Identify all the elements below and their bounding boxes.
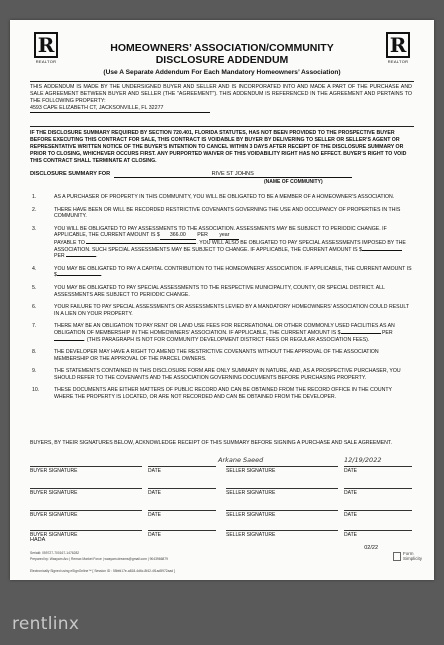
seller-signature-line: SELLER SIGNATURE (226, 466, 338, 474)
buyer-date-line: DATE (148, 530, 216, 538)
footer-esign: Electronically Signed using eSignOnline™ [ Session ID : 55bfd17e-a818-4d6c-8f42-4f1ad5972aad ] (30, 569, 175, 573)
seller-signature-line: SELLER SIGNATURE (226, 488, 338, 496)
capital-contribution-field (57, 275, 101, 276)
seller-date-handwritten: 12/19/2022 (344, 456, 382, 464)
seller-signature-handwritten: Arkane Saeed (218, 456, 264, 464)
buyer-signature-line: BUYER SIGNATURE (30, 510, 142, 518)
acknowledgement-text: BUYERS, BY THEIR SIGNATURES BELOW, ACKNOWLEDGE RECEIPT OF THIS SUMMARY BEFORE SIGNING A PURCHASE AND SALE AGREEMENT. (30, 440, 392, 446)
list-item: 4. YOU MAY BE OBLIGATED TO PAY A CAPITAL CONTRIBUTION TO THE HOMEOWNERS’ ASSOCIATION. IF APPLICABLE, THE CURRENT AMOUNT IS $ . (32, 265, 412, 279)
realtor-logo-right (386, 32, 410, 64)
list-item: 8. THE DEVELOPER MAY HAVE A RIGHT TO AMEND THE RESTRICTIVE COVENANTS WITHOUT THE APPROVAL OF THE ASSOCIATION MEMBERSHIP OR THE APPROVAL OF THE PARCEL OWNERS. (32, 349, 379, 362)
realtor-caption: REALTOR (387, 59, 409, 64)
rent-amount-field (341, 333, 381, 334)
seller-date-line: DATE (344, 466, 412, 474)
footer-serial: Serial#: 059727-700167-1476282 (30, 551, 80, 555)
divider (30, 81, 414, 82)
page-number: 02/22 (364, 545, 378, 551)
signature-row (30, 466, 412, 476)
realtor-caption: REALTOR (35, 59, 57, 64)
document-title (70, 42, 374, 66)
list-item: 9. THE STATEMENTS CONTAINED IN THIS DISCLOSURE FORM ARE ONLY SUMMARY IN NATURE, AND, AS A PROSPECTIVE PURCHASER, YOU SHOULD REFER TO THE COVENANTS AND THE ASSOCIATION GOVERNING DOCUMENTS BEFORE PURCHASING PROPERTY. (32, 368, 401, 381)
title-line-2: DISCLOSURE ADDENDUM (155, 54, 289, 66)
seller-date-line: DATE (344, 488, 412, 496)
list-item: 1. AS A PURCHASER OF PROPERTY IN THIS COMMUNITY, YOU WILL BE OBLIGATED TO BE A MEMBER OF A HOMEOWNER’S ASSOCIATION. (32, 194, 395, 200)
list-item: 5. YOU MAY BE OBLIGATED TO PAY SPECIAL ASSESSMENTS TO THE RESPECTIVE MUNICIPALITY, COUNTY, OR SPECIAL DISTRICT. ALL ASSESSMENTS ARE SUBJECT TO PERIODIC CHANGE. (32, 284, 385, 298)
assessment-period-field: year (209, 232, 239, 240)
special-assessment-amount-field (362, 250, 402, 251)
document-subtitle: (Use A Separate Addendum For Each Mandatory Homeowners’ Association) (103, 69, 341, 76)
voidability-warning: IF THE DISCLOSURE SUMMARY REQUIRED BY SECTION 720.401, FLORIDA STATUTES, HAS NOT BEEN PROVIDED TO THE PROSPECTIVE BUYER BEFORE EXECUTING THIS CONTRACT FOR SALE, THIS CONTRACT IS VOIDABLE BY BUYER BY DELIVERING TO SELLER OR SELLER’S AGENT OR REPRESENTATIVE WRITTEN NOTICE OF THE BUYER’S INTENTION TO CANCEL WITHIN 3 DAYS AFTER RECEIPT OF THE DISCLOSURE SUMMARY OR PRIOR TO CLOSING, WHICHEVER OCCURS FIRST. ANY PURPORTED WAIVER OF THIS VOIDABILITY RIGHT HAS NO EFFECT. BUYER’S RIGHT TO VOID THIS CONTRACT SHALL TERMINATE AT CLOSING. (30, 130, 407, 164)
payable-to-field (86, 243, 196, 244)
seller-date-line: DATE (344, 530, 412, 538)
signature-row (30, 488, 412, 498)
rent-period-field (54, 340, 84, 341)
community-name-caption: (NAME OF COMMUNITY) (264, 179, 323, 185)
seller-signature-line: SELLER SIGNATURE (226, 530, 338, 538)
disclosure-items (30, 194, 412, 407)
list-item: 7. THERE MAY BE AN OBLIGATION TO PAY RENT OR LAND USE FEES FOR RECREATIONAL OR OTHER COMMONLY USED FACILITIES AS AN OBLIGATION OF MEMBERSHIP IN THE HOMEOWNERS’ ASSOCIATION. IF APPLICABLE, THE CURRENT AMOUNT IS $ PER . (THIS PARAGRAPH IS NOT FOR COMMUNITY DEVELOPMENT DISTRICT FEES OR REGULAR ASSOCIATION FEES). (32, 323, 395, 343)
property-address: 4593 CAPE ELIZABETH CT, JACKSONVILLE, FL 32277 (30, 105, 210, 113)
assessment-amount-field: 366.00 (160, 232, 196, 240)
footer-prepared-by: Prepared by: Wasyam Aro | Remax Market Force | wasyam.dreams@gmail.com | 9043966879 (30, 557, 168, 561)
seller-date-line: DATE (344, 510, 412, 518)
buyer-date-line: DATE (148, 466, 216, 474)
form-id: HADA (30, 537, 46, 543)
watermark: rentlinx (12, 614, 80, 634)
buyer-date-line: DATE (148, 488, 216, 496)
list-item: 10. THESE DOCUMENTS ARE EITHER MATTERS OF PUBLIC RECORD AND CAN BE OBTAINED FROM THE RECORD OFFICE IN THE COUNTY WHERE THE PROPERTY IS LOCATED, OR ARE NOT RECORDED AND CAN BE OBTAINED FROM THE DEVELOPER. (32, 387, 392, 401)
buyer-signature-line: BUYER SIGNATURE (30, 530, 142, 538)
form-simplicity-logo: Form Simplicity (393, 551, 422, 561)
signature-row (30, 530, 412, 540)
buyer-signature-line: BUYER SIGNATURE (30, 488, 142, 496)
document-page (10, 20, 434, 580)
list-item: 3. YOU WILL BE OBLIGATED TO PAY ASSESSMENTS TO THE ASSOCIATION. ASSESSMENTS MAY BE SUBJECT TO PERIODIC CHANGE. IF APPLICABLE, THE CURRENT AMOUNT IS $ 366.00 PER year PAYABLE TO . YOU WILL ALSO BE OBLIGATED TO PAY SPECIAL ASSESSMENTS IMPOSED BY THE ASSOCIATION. SUCH SPECIAL ASSESSMENTS MAY BE SUBJECT TO CHANGE. IF APPLICABLE, THE CURRENT AMOUNT IS $ PER . (32, 225, 406, 260)
buyer-date-line: DATE (148, 510, 216, 518)
community-name-field: RIVE ST JOHNS (114, 171, 352, 178)
realtor-logo-left (34, 32, 58, 64)
disclosure-summary-row (30, 171, 412, 185)
intro-text: THIS ADDENDUM IS MADE BY THE UNDERSIGNED BUYER AND SELLER AND IS INCORPORATED INTO AND MADE A PART OF THE PURCHASE AND SALE AGREEMENT BETWEEN BUYER AND SELLER (THE "AGREEMENT"). THIS ADDENDUM IS REFERENCED IN THE AGREEMENT AND PERTAINS TO THE FOLLOWING PROPERTY: (30, 84, 412, 104)
realtor-r-icon: R (34, 32, 58, 58)
realtor-r-icon: R (386, 32, 410, 58)
buyer-signature-line: BUYER SIGNATURE (30, 466, 142, 474)
signature-row (30, 510, 412, 520)
list-item: 6. YOUR FAILURE TO PAY SPECIAL ASSESSMENTS OR ASSESSMENTS LEVIED BY A MANDATORY HOMEOWNERS’ ASSOCIATION COULD RESULT IN A LIEN ON YOUR PROPERTY. (32, 304, 409, 317)
summary-label: DISCLOSURE SUMMARY FOR (30, 171, 111, 177)
special-assessment-period-field (66, 256, 96, 257)
divider (30, 126, 414, 127)
intro-paragraph (30, 84, 412, 113)
seller-signature-line: SELLER SIGNATURE (226, 510, 338, 518)
list-item: 2. THERE HAVE BEEN OR WILL BE RECORDED RESTRICTIVE COVENANTS GOVERNING THE USE AND OCCUPANCY OF PROPERTIES IN THIS COMMUNITY. (32, 206, 401, 220)
title-line-1: HOMEOWNERS’ ASSOCIATION/COMMUNITY (110, 42, 334, 54)
